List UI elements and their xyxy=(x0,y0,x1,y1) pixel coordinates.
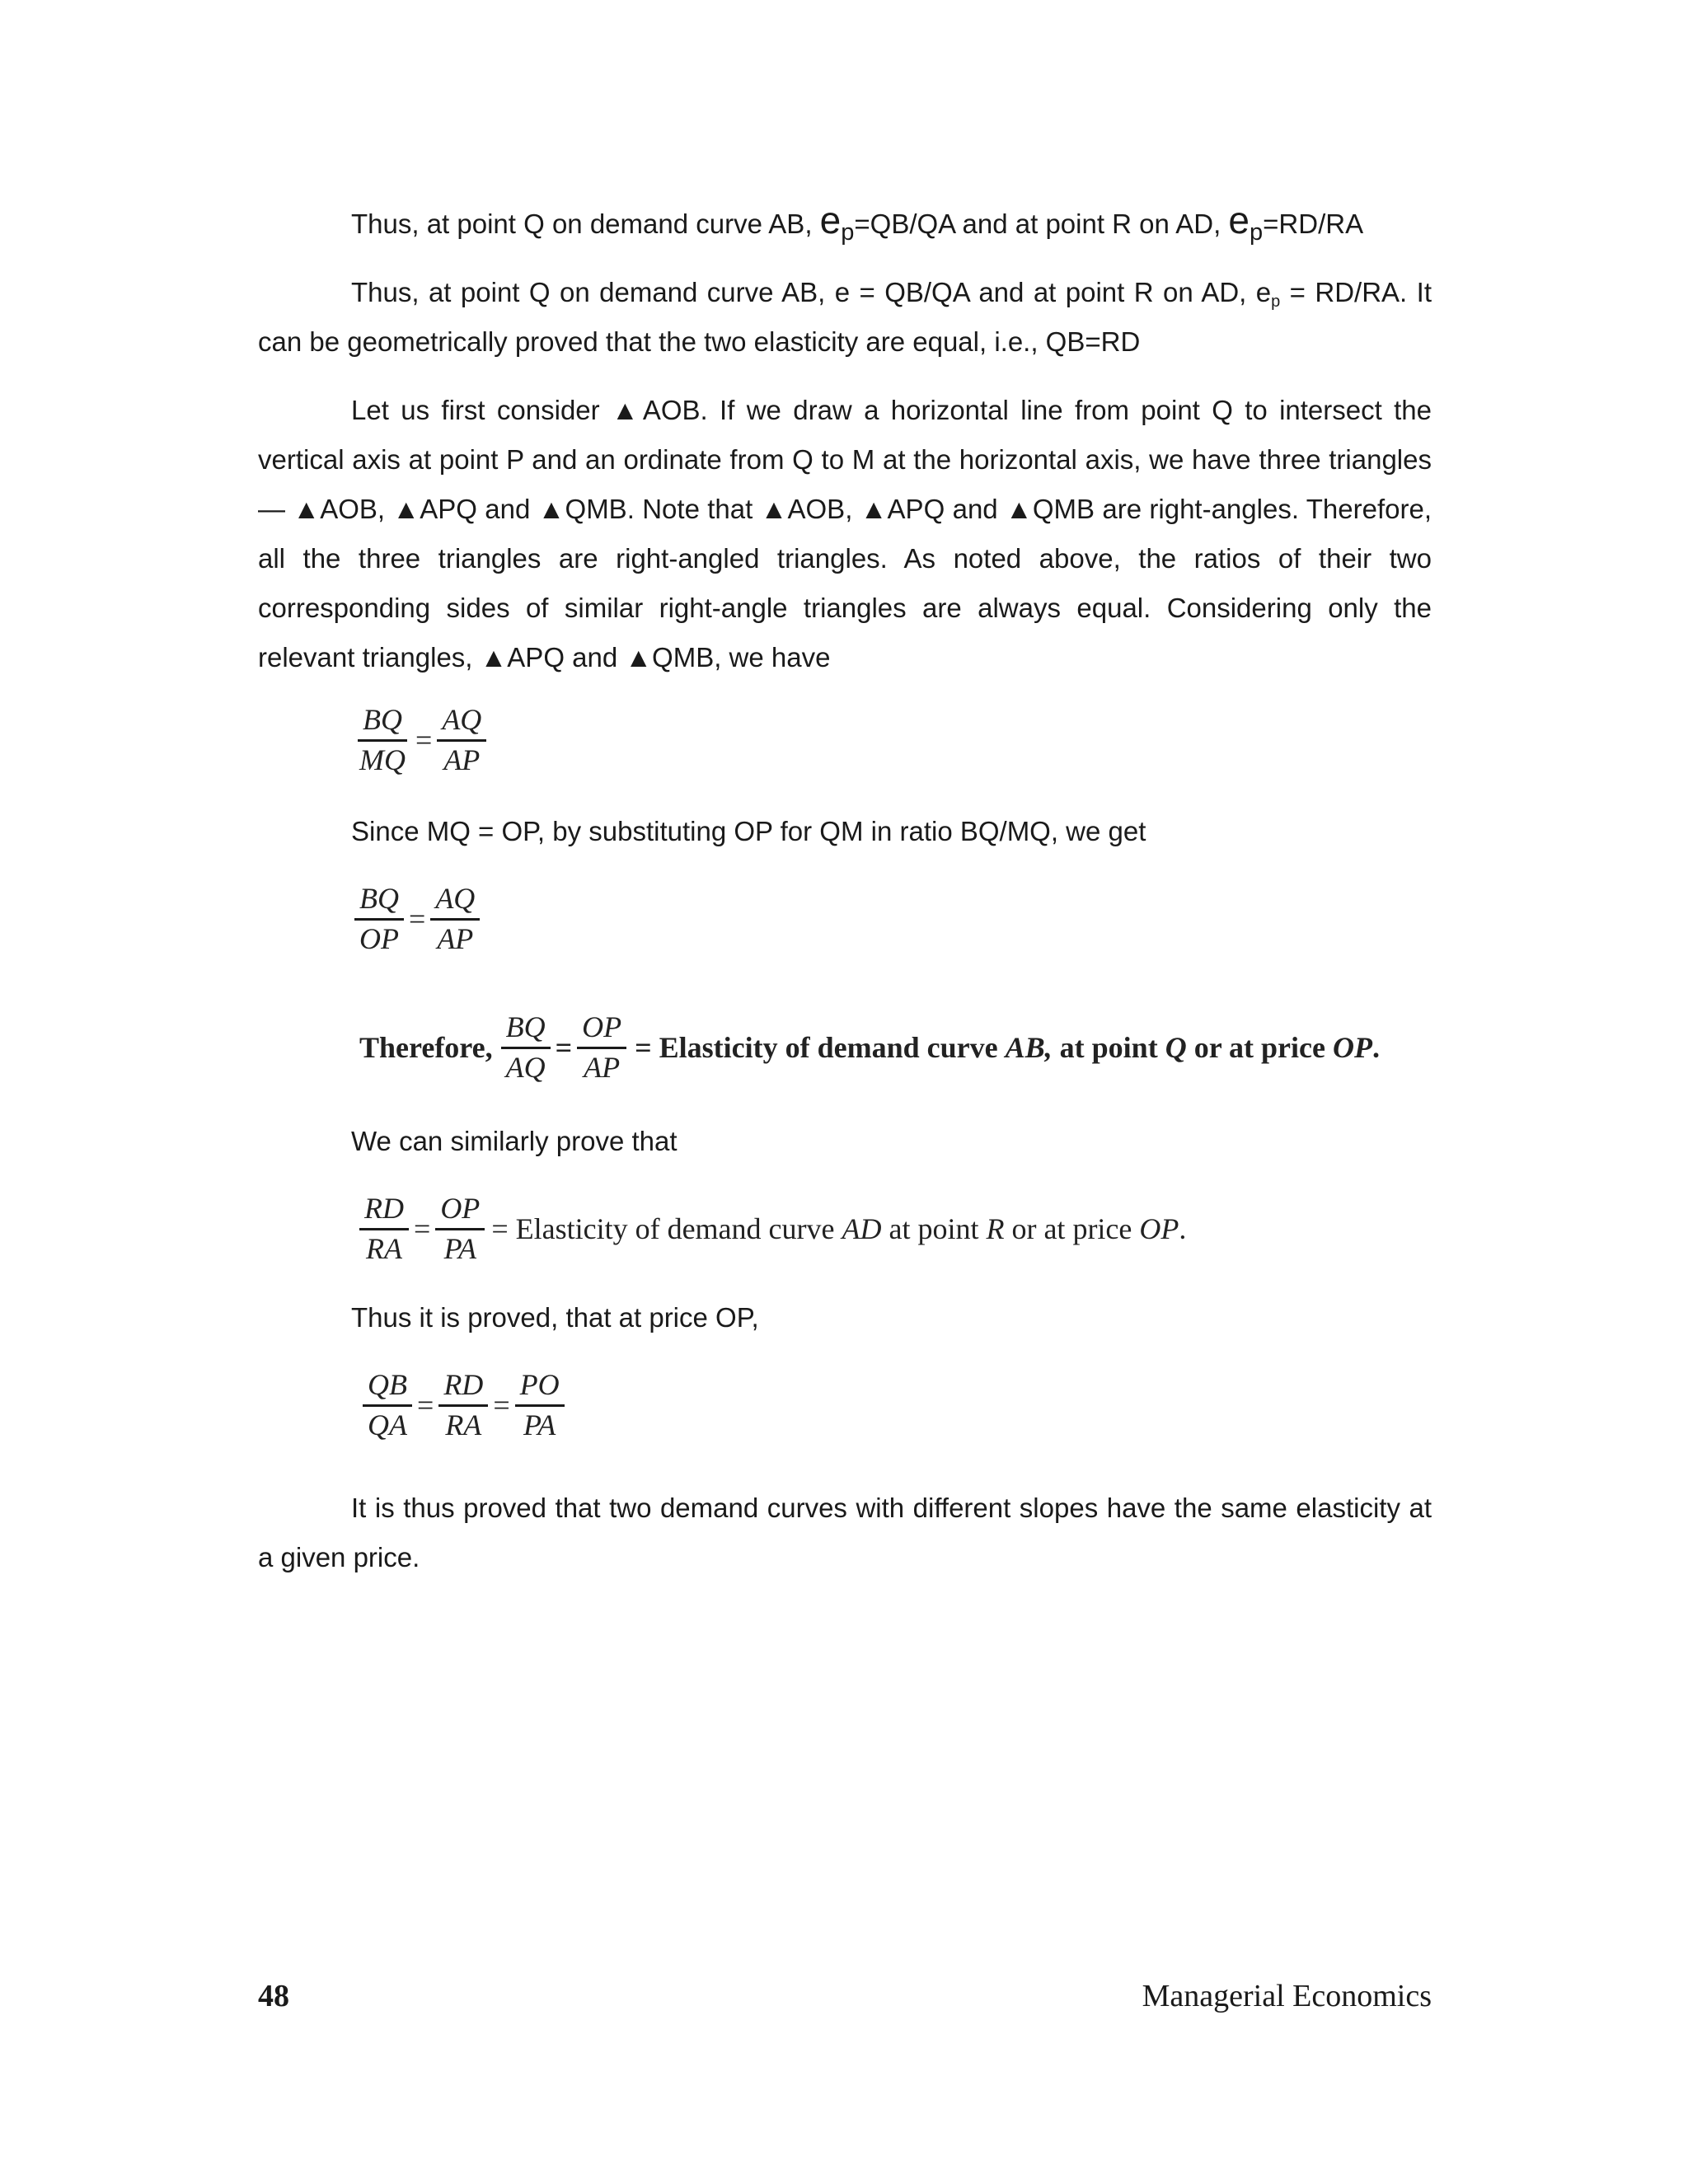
fraction: $\frac{OP}{AP}$ xyxy=(577,1012,626,1084)
substitution-sentence: Since MQ = OP, by substituting OP for QM in ratio BQ/MQ, we get xyxy=(351,816,1146,846)
subscript: p xyxy=(1250,219,1264,246)
elasticity-symbol: e xyxy=(1228,199,1250,241)
book-title: Managerial Economics xyxy=(1142,1979,1432,2013)
equals-sign: = xyxy=(493,1389,510,1422)
text-run: Thus, at point Q on demand curve AB, xyxy=(351,209,820,239)
fraction: $\frac{OP}{PA}$ xyxy=(435,1193,485,1265)
formula-bq-mq xyxy=(354,705,486,776)
text-run: =QB/QA and at point R on AD, xyxy=(854,209,1229,239)
formula-equal-elasticities xyxy=(363,1370,565,1441)
fraction: $\frac{BQ}{AQ}$ xyxy=(501,1012,551,1084)
fraction: $\frac{BQ}{MQ}$ xyxy=(359,703,406,776)
subscript: p xyxy=(1271,293,1281,311)
formula-text: = Elasticity of demand curve xyxy=(491,1212,842,1246)
elasticity-symbol: e xyxy=(819,199,842,241)
formula-prefix: Therefore, xyxy=(359,1031,493,1065)
fraction: $\frac{QB}{QA}$ xyxy=(363,1370,412,1441)
elasticity-statement-line xyxy=(351,198,1364,246)
equals-sign: = xyxy=(414,1212,431,1246)
formula-bq-op xyxy=(354,883,480,955)
equals-sign: = xyxy=(555,1031,573,1065)
text-run: Thus, at point Q on demand curve AB, e = QB/QA and at point R on AD, e xyxy=(351,277,1272,307)
subscript: p xyxy=(841,219,855,246)
formula-text: = Elasticity of demand curve xyxy=(635,1031,1006,1065)
page-number: 48 xyxy=(258,1979,289,2013)
equals-sign: = xyxy=(415,724,433,757)
text-run: =RD/RA xyxy=(1263,209,1364,239)
thus-proved-sentence: Thus it is proved, that at price OP, xyxy=(351,1302,759,1333)
text-run: = RD/RA. It can be geometrically proved that the two elasticity are equal, i.e., QB=RD xyxy=(258,277,1432,357)
paragraph-elasticity-proof-intro xyxy=(258,268,1432,367)
fraction: $\frac{RD}{RA}$ xyxy=(359,1193,409,1265)
paragraph-conclusion: It is thus proved that two demand curves with different slopes have the same elasticity at a given price. xyxy=(258,1493,1432,1572)
fraction: $\frac{PO}{PA}$ xyxy=(515,1370,565,1441)
similarly-sentence: We can similarly prove that xyxy=(351,1126,678,1156)
equals-sign: = xyxy=(417,1389,434,1422)
formula-elasticity-ad: $\frac{RD}{RA}$ = $\frac{OP}{PA}$ = Elasticity of demand curve AD at point R or at price OP . xyxy=(359,1193,1186,1265)
paragraph-triangles: Let us first consider ▲AOB. If we draw a horizontal line from point Q to intersect the vertical axis at point P and an ordinate from Q to M at the horizontal axis, we have three triangles— ▲AOB, ▲APQ and ▲QMB. Note that ▲AOB, ▲APQ and ▲QMB are right-angles. Therefore, all the three triangles are right-angled triangles. As noted above, the ratios of their two corresponding sides of similar right-angle triangles are always equal. Considering only the relevant triangles, ▲APQ and ▲QMB, we have xyxy=(258,395,1432,673)
fraction: $\frac{AQ}{AP}$ xyxy=(437,705,486,776)
fraction: $\frac{AQ}{AP}$ xyxy=(430,883,480,955)
fraction: $\frac{BQ}{OP}$ xyxy=(354,883,404,955)
fraction: $\frac{RD}{RA}$ xyxy=(438,1370,488,1441)
formula-elasticity-ab: Therefore, $\frac{BQ}{AQ}$ = $\frac{OP}{AP}$ = Elasticity of demand curve AB, at point Q or at price OP . xyxy=(359,1010,1380,1084)
equals-sign: = xyxy=(409,902,426,936)
